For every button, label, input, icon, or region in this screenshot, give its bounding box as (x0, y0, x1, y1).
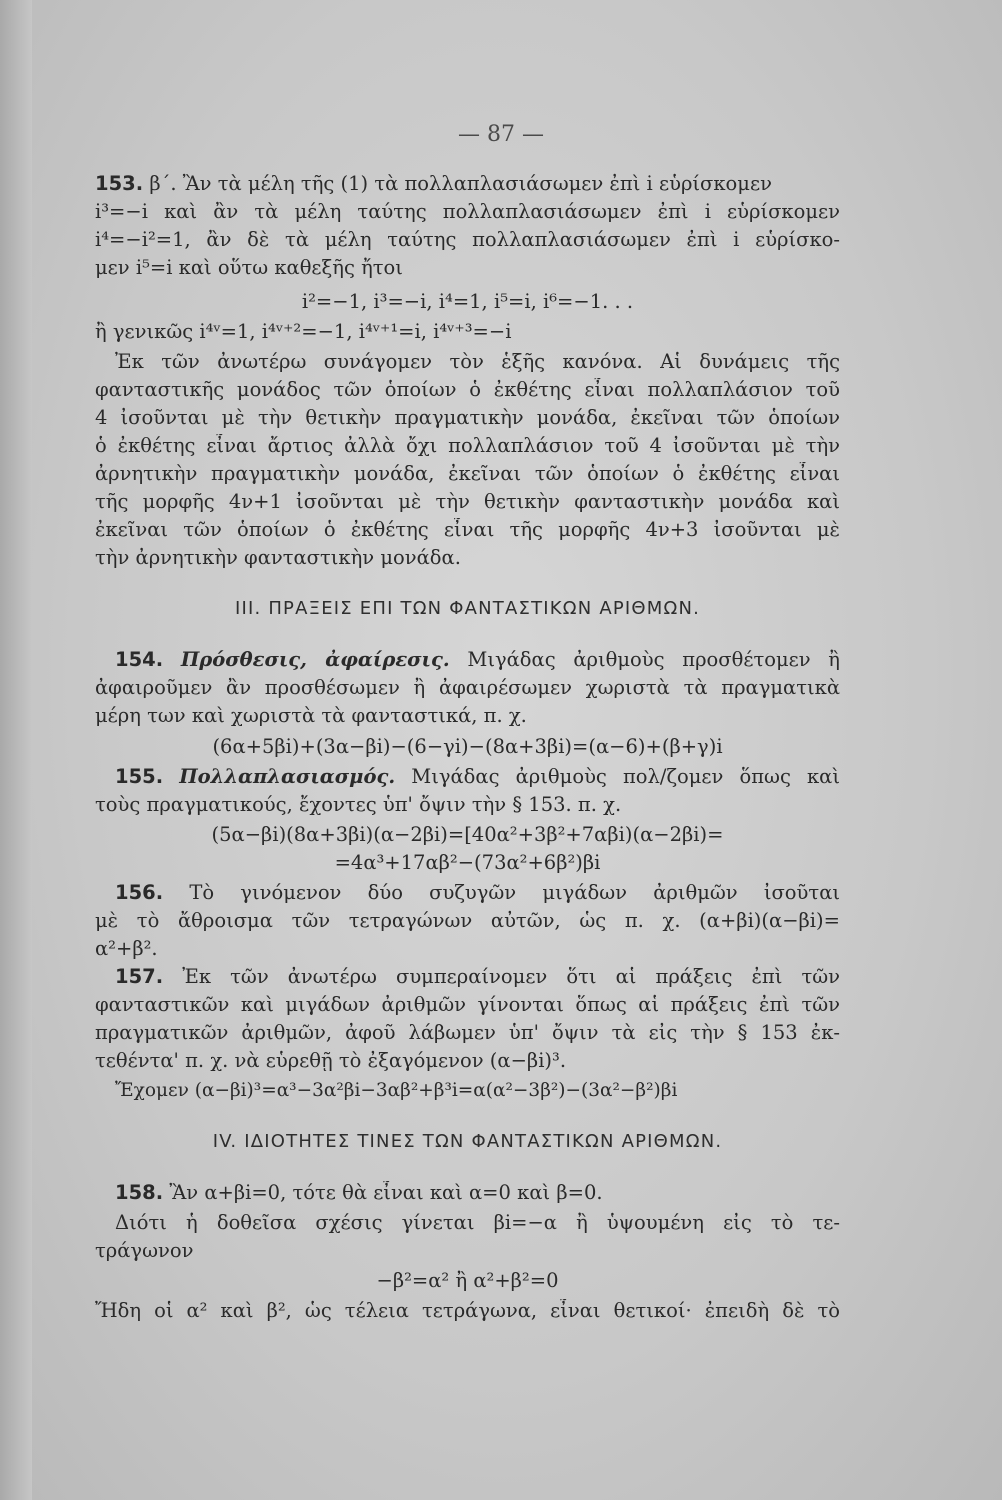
para153-line-8: φανταστικῆς μονάδος τῶν ὁποίων ὁ ἐκθέτης εἶναι πολλαπλάσιον τοῦ (95, 378, 840, 401)
para155-title: Πολλαπλασιασμός. (179, 765, 396, 788)
addition-example-formula: (6α+5βi)+(3α−βi)−(6−γi)−(8α+3βi)=(α−6)+(β+γ)i (212, 735, 723, 758)
para156-line-1: 156. Τὸ γινόμενον δύο συζυγῶν μιγάδων ἀριθμῶν ἰσοῦται (115, 881, 840, 904)
cube-expansion-formula: Ἔχομεν (α−βi)³=α³−3α²βi−3αβ²+β³i=α(α²−3β²)−(3α²−β²)βi (115, 1080, 678, 1101)
para153-line-13: ἐκεῖναι τῶν ὁποίων ὁ ἐκθέτης εἶναι τῆς μορφῆς 4ν+3 ἰσοῦνται μὲ (95, 518, 840, 541)
para157-line-2: φανταστικῶν καὶ μιγάδων ἀριθμῶν γίνονται ὅπως αἱ πράξεις ἐπὶ τῶν (95, 993, 840, 1016)
page-number: — 87 — (458, 122, 544, 147)
multiplication-result-formula: =4α³+17αβ²−(73α²+6β²)βi (334, 851, 601, 874)
general-power-formula: ἢ γενικῶς i⁴ᵛ=1, i⁴ᵛ⁺²=−1, i⁴ᵛ⁺¹=i, i⁴ᵛ⁺³=−i (95, 320, 512, 343)
page-edge-shadow (0, 0, 32, 1500)
para153-line-2: i³=−i καὶ ἂν τὰ μέλη ταύτης πολλαπλασιάσωμεν ἐπὶ i εὑρίσκομεν (95, 200, 840, 223)
section-heading-3: III. ΠΡΑΞΕΙΣ ΕΠΙ ΤΩΝ ΦΑΝΤΑΣΤΙΚΩΝ ΑΡΙΘΜΩΝ. (234, 598, 701, 619)
para154-line-1: 154. Πρόσθεσις, ἀφαίρεσις. Μιγάδας ἀριθμοὺς προσθέτομεν ἢ (115, 648, 840, 671)
para155-number: 155. (115, 765, 164, 788)
para153-line-10: ὁ ἐκθέτης εἶναι ἄρτιος ἀλλὰ ὄχι πολλαπλάσιον τοῦ 4 ἰσοῦνται μὲ τὴν (95, 434, 840, 457)
para155-line-1: 155. Πολλαπλασιασμός. Μιγάδας ἀριθμοὺς πολ/ζομεν ὅπως καὶ (115, 765, 840, 788)
para153-line-9: 4 ἰσοῦνται μὲ τὴν θετικὴν πραγματικὴν μονάδα, ἐκεῖναι τῶν ὁποίων (95, 406, 840, 429)
para153-line-7: Ἐκ τῶν ἀνωτέρω συνάγομεν τὸν ἑξῆς κανόνα. Αἱ δυνάμεις τῆς (115, 350, 840, 373)
power-sequence-formula: i²=−1, i³=−i, i⁴=1, i⁵=i, i⁶=−1. . . (301, 290, 634, 313)
multiplication-example-formula: (5α−βi)(8α+3βi)(α−2βi)=[40α²+3β²+7αβi)(α−2βi)= (211, 823, 724, 846)
para157-line-4: τεθέντα' π. χ. νὰ εὑρεθῇ τὸ ἐξαγόμενον (α−βi)³. (95, 1049, 567, 1072)
para158-line-5: Ἤδη οἱ α² καὶ β², ὡς τέλεια τετράγωνα, εἶναι θετικοί· ἐπειδὴ δὲ τὸ (95, 1299, 840, 1322)
para158-line-2: Διότι ἡ δοθεῖσα σχέσις γίνεται βi=−α ἢ ὑψουμένη εἰς τὸ τε- (115, 1211, 840, 1234)
para158-line-1: 158. Ἂν α+βi=0, τότε θὰ εἶναι καὶ α=0 καὶ β=0. (115, 1181, 603, 1204)
para153-line-4: μεν i⁵=i καὶ οὕτω καθεξῆς ἤτοι (95, 256, 403, 279)
para153-line-11: ἀρνητικὴν πραγματικὴν μονάδα, ἐκεῖναι τῶν ὁποίων ὁ ἐκθέτης εἶναι (95, 462, 840, 485)
para153-number: 153. (95, 172, 144, 195)
para156-line-3: α²+β². (95, 937, 158, 960)
para153-line-12: τῆς μορφῆς 4ν+1 ἰσοῦνται μὲ τὴν θετικὴν φανταστικὴν μονάδα καὶ (95, 490, 840, 513)
para153-line-1: 153. β΄. Ἂν τὰ μέλη τῆς (1) τὰ πολλαπλασιάσωμεν ἐπὶ i εὑρίσκομεν (95, 172, 772, 195)
para154-number: 154. (115, 648, 164, 671)
para157-line-1: 157. Ἐκ τῶν ἀνωτέρω συμπεραίνομεν ὅτι αἱ πράξεις ἐπὶ τῶν (115, 965, 840, 988)
para158-number: 158. (115, 1181, 164, 1204)
para153-line-14: τὴν ἀρνητικὴν φανταστικὴν μονάδα. (95, 546, 461, 569)
para155-line-2: τοὺς πραγματικούς, ἔχοντες ὑπ' ὄψιν τὴν § 153. π. χ. (95, 793, 622, 816)
para156-line-2: μὲ τὸ ἄθροισμα τῶν τετραγώνων αὐτῶν, ὡς π. χ. (α+βi)(α−βi)= (95, 909, 840, 932)
para157-line-3: πραγματικῶν ἀριθμῶν, ἀφοῦ λάβωμεν ὑπ' ὄψιν τὰ εἰς τὴν § 153 ἐκ- (95, 1021, 840, 1044)
para154-line-2: ἀφαιροῦμεν ἂν προσθέσωμεν ἢ ἀφαιρέσωμεν χωριστὰ τὰ πραγματικὰ (95, 676, 840, 699)
para154-line-3: μέρη των καὶ χωριστὰ τὰ φανταστικά, π. χ. (95, 704, 527, 727)
sum-of-squares-formula: −β²=α² ἢ α²+β²=0 (376, 1269, 559, 1292)
para153-line-3: i⁴=−i²=1, ἂν δὲ τὰ μέλη ταύτης πολλαπλασιάσωμεν ἐπὶ i εὑρίσκο- (95, 228, 840, 251)
para158-line-3: τράγωνον (95, 1239, 194, 1262)
section-heading-4: IV. ΙΔΙΟΤΗΤΕΣ ΤΙΝΕΣ ΤΩΝ ΦΑΝΤΑΣΤΙΚΩΝ ΑΡΙΘΜΩΝ. (212, 1131, 723, 1152)
para157-number: 157. (115, 965, 164, 988)
para154-title: Πρόσθεσις, ἀφαίρεσις. (180, 648, 450, 671)
para156-number: 156. (115, 881, 164, 904)
